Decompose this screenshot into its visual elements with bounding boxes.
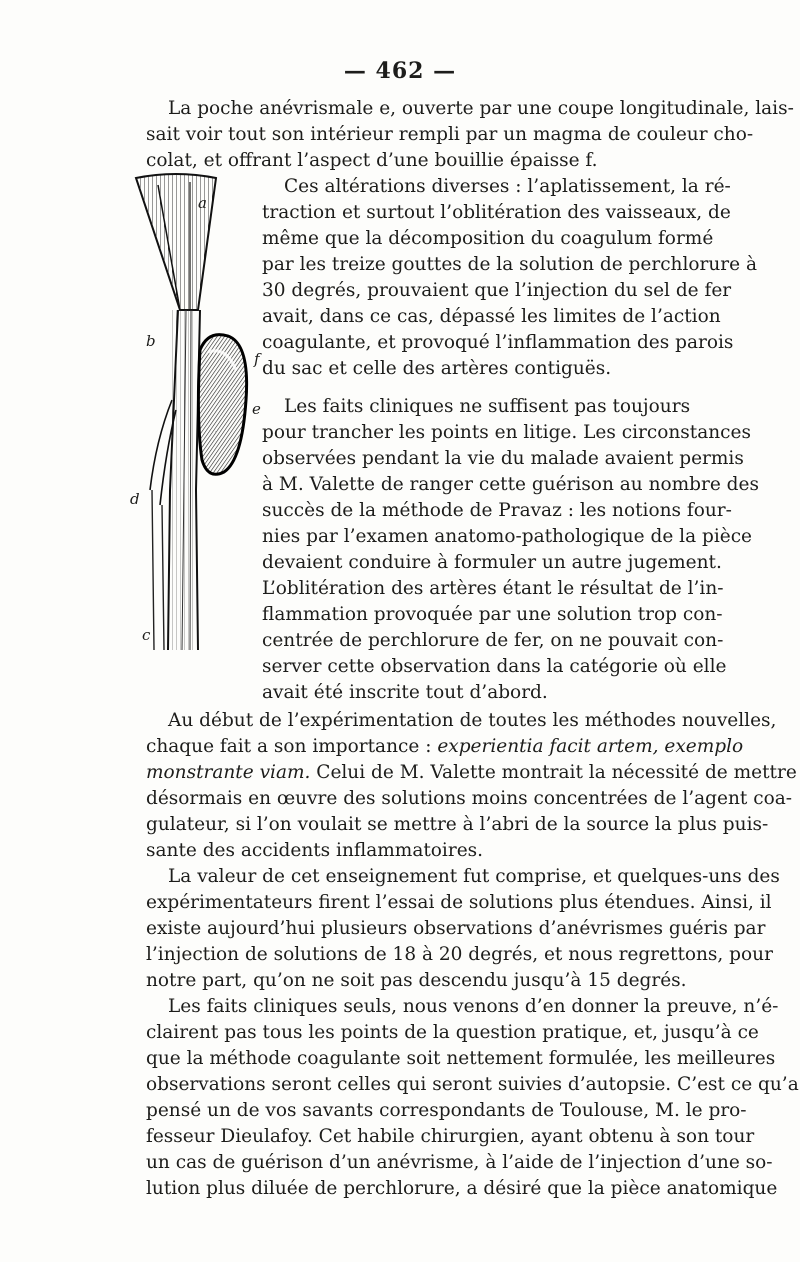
text-line: lution plus diluée de perchlorure, a désiré que la pièce anatomique <box>146 1178 778 1199</box>
aneurysm-figure <box>128 160 268 650</box>
text-line: nies par l’examen anatomo-pathologique de la pièce <box>262 526 752 547</box>
text-line: désormais en œuvre des solutions moins concentrées de l’agent coa- <box>146 788 792 809</box>
latin-quote: monstrante viam. <box>146 762 311 783</box>
text-line <box>146 734 744 760</box>
text-line: par les treize gouttes de la solution de perchlorure à <box>262 254 757 275</box>
text-line: sante des accidents inflammatoires. <box>146 840 484 861</box>
figure-label-e: e <box>252 400 261 418</box>
text-line: que la méthode coagulante soit nettement formulée, les meilleures <box>146 1048 776 1069</box>
text-line: devaient conduire à formuler un autre jugement. <box>262 552 722 573</box>
text-line: La valeur de cet enseignement fut comprise, et quelques-uns des <box>168 866 780 887</box>
text-line <box>146 760 797 786</box>
text-line: La poche anévrismale e, ouverte par une coupe longitudinale, lais- <box>168 98 794 119</box>
text-line: traction et surtout l’oblitération des vaisseaux, de <box>262 202 731 223</box>
text-line: avait été inscrite tout d’abord. <box>262 682 548 703</box>
text-line: un cas de guérison d’un anévrisme, à l’aide de l’injection d’une so- <box>146 1152 773 1173</box>
text-line: existe aujourd’hui plusieurs observations d’anévrismes guéris par <box>146 918 766 939</box>
text-line: fesseur Dieulafoy. Cet habile chirurgien, ayant obtenu à son tour <box>146 1126 755 1147</box>
text-line: flammation provoquée par une solution trop con- <box>262 604 723 625</box>
figure-label-c: c <box>142 626 151 644</box>
text-line: du sac et celle des artères contiguës. <box>262 358 612 379</box>
text-line: clairent pas tous les points de la question pratique, et, jusqu’à ce <box>146 1022 759 1043</box>
text-line: même que la décomposition du coagulum formé <box>262 228 714 249</box>
text-line: Au début de l’expérimentation de toutes les méthodes nouvelles, <box>168 710 777 731</box>
text-line: avait, dans ce cas, dépassé les limites de l’action <box>262 306 721 327</box>
text-line: expérimentateurs firent l’essai de solutions plus étendues. Ainsi, il <box>146 892 772 913</box>
text-line: gulateur, si l’on voulait se mettre à l’abri de la source la plus puis- <box>146 814 769 835</box>
text-line: pensé un de vos savants correspondants de Toulouse, M. le pro- <box>146 1100 747 1121</box>
figure-label-f: f <box>254 350 260 368</box>
latin-quote: experientia facit artem, exemplo <box>437 736 744 757</box>
text-segment: Celui de M. Valette montrait la nécessité de mettre <box>310 762 797 783</box>
aneurysm-illustration <box>128 160 268 650</box>
text-line: notre part, qu’on ne soit pas descendu jusqu’à 15 degrés. <box>146 970 687 991</box>
text-line: coagulante, et provoqué l’inflammation des parois <box>262 332 734 353</box>
text-line: Les faits cliniques ne suffisent pas toujours <box>284 396 691 417</box>
text-line: pour trancher les points en litige. Les circonstances <box>262 422 751 443</box>
figure-label-b: b <box>146 332 156 350</box>
page-number: — 462 — <box>343 58 457 84</box>
text-line: succès de la méthode de Pravaz : les notions four- <box>262 500 732 521</box>
figure-label-a: a <box>198 194 207 212</box>
text-line: 30 degrés, prouvaient que l’injection du sel de fer <box>262 280 732 301</box>
figure-label-d: d <box>130 490 140 508</box>
text-line: observées pendant la vie du malade avaient permis <box>262 448 744 469</box>
text-line: Ces altérations diverses : l’aplatissement, la ré- <box>284 176 731 197</box>
text-line: server cette observation dans la catégorie où elle <box>262 656 727 677</box>
text-line: l’injection de solutions de 18 à 20 degrés, et nous regrettons, pour <box>146 944 773 965</box>
text-line: Les faits cliniques seuls, nous venons d’en donner la preuve, n’é- <box>168 996 779 1017</box>
text-line: observations seront celles qui seront suivies d’autopsie. C’est ce qu’a <box>146 1074 799 1095</box>
text-line: centrée de perchlorure de fer, on ne pouvait con- <box>262 630 724 651</box>
text-line: à M. Valette de ranger cette guérison au nombre des <box>262 474 759 495</box>
text-line: L’oblitération des artères étant le résultat de l’in- <box>262 578 724 599</box>
text-line: colat, et offrant l’aspect d’une bouillie épaisse f. <box>146 150 598 171</box>
text-line: sait voir tout son intérieur rempli par un magma de couleur cho- <box>146 124 754 145</box>
text-segment: chaque fait a son importance : <box>146 736 438 757</box>
